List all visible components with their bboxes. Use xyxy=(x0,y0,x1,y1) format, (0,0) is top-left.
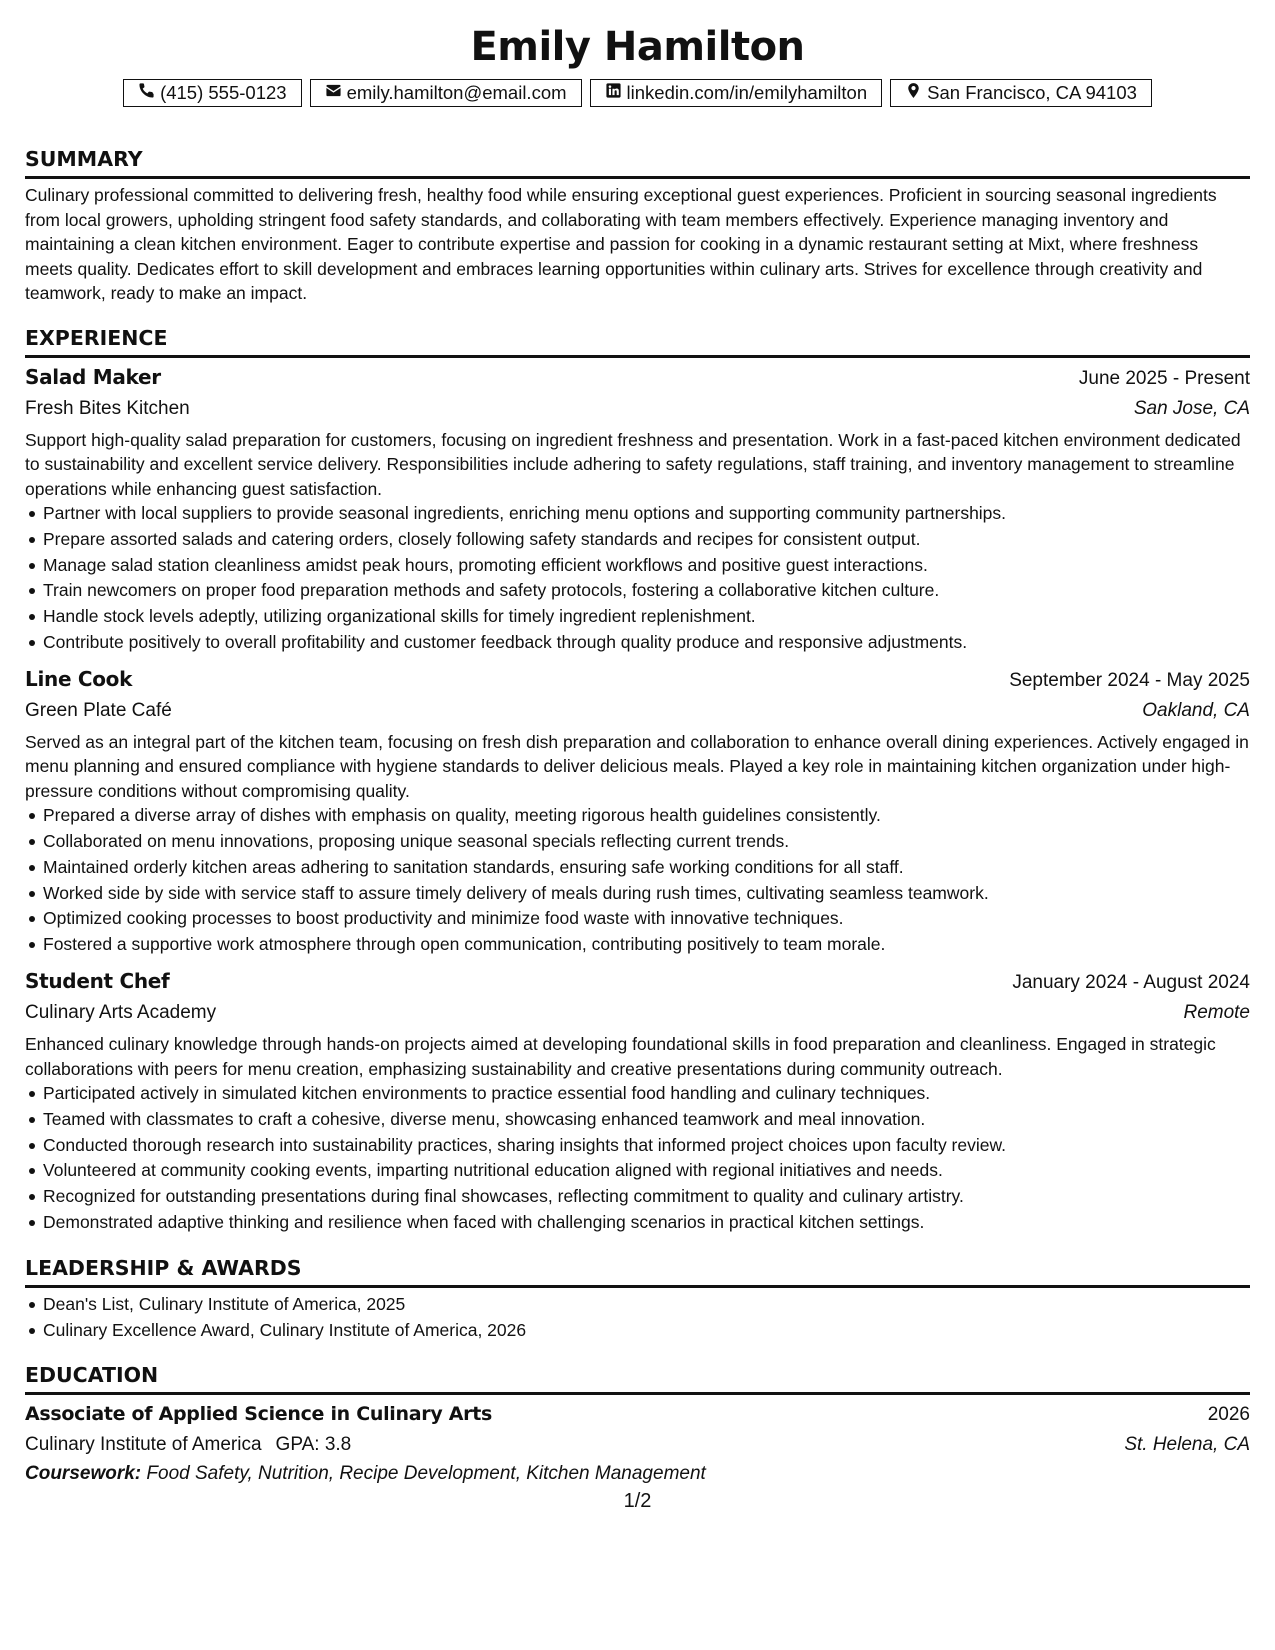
school-location: St. Helena, CA xyxy=(1124,1434,1250,1456)
job-location: Oakland, CA xyxy=(1142,699,1250,721)
bullet-item: Handle stock levels adeptly, utilizing organizational skills for timely ingredient replenishment. xyxy=(43,604,1250,630)
award-item: Culinary Excellence Award, Culinary Institute of America, 2026 xyxy=(43,1318,1250,1344)
summary-heading: SUMMARY xyxy=(25,145,1250,179)
candidate-name: Emily Hamilton xyxy=(470,24,805,70)
coursework xyxy=(25,1459,1250,1488)
bullet-item: Prepare assorted salads and catering orders, closely following safety standards and recipes for consistent output. xyxy=(43,527,1250,553)
contact-location xyxy=(890,79,1152,107)
phone-icon xyxy=(138,82,155,104)
job-dates: January 2024 - August 2024 xyxy=(1012,972,1250,994)
job-bullets xyxy=(25,501,1250,656)
bullet-item: Participated actively in simulated kitchen environments to practice essential food handling and culinary techniques. xyxy=(43,1081,1250,1107)
bullet-item: Fostered a supportive work atmosphere through open communication, contributing positively to team morale. xyxy=(43,932,1250,958)
job-entry xyxy=(25,362,1250,656)
bullet-item: Teamed with classmates to craft a cohesive, diverse menu, showcasing enhanced teamwork and meal innovation. xyxy=(43,1107,1250,1133)
job-dates: September 2024 - May 2025 xyxy=(1009,669,1250,691)
job-organization: Green Plate Café xyxy=(25,699,172,721)
job-organization: Culinary Arts Academy xyxy=(25,1002,217,1024)
envelope-icon xyxy=(325,82,342,104)
contact-linkedin-text: linkedin.com/in/emilyhamilton xyxy=(626,82,868,103)
award-item: Dean's List, Culinary Institute of America, 2025 xyxy=(43,1292,1250,1318)
job-description: Enhanced culinary knowledge through hands-on projects aimed at developing foundational skills in food preparation and cleanliness. Engaged in strategic collaborations with peers for menu creation, emphasizing sustainability and creative presentations during community outreach. xyxy=(25,1034,1216,1079)
job-bullets xyxy=(25,1081,1250,1236)
experience-list xyxy=(25,362,1250,1236)
bullet-item: Volunteered at community cooking events, imparting nutritional education aligned with regional initiatives and needs. xyxy=(43,1158,1250,1184)
bullet-item: Train newcomers on proper food preparation methods and safety protocols, fostering a collaborative kitchen culture. xyxy=(43,578,1250,604)
job-title: Student Chef xyxy=(25,969,170,994)
contact-phone[interactable] xyxy=(123,79,302,107)
coursework-label: Coursework: xyxy=(25,1463,142,1485)
job-description: Support high-quality salad preparation for customers, focusing on ingredient freshness and presentation. Work in a fast-paced kitchen environment dedicated to sustainability and excellent service delivery. Responsibilities include adhering to safety regulations, staff training, and inventory management to streamline operations while enhancing guest satisfaction. xyxy=(25,429,1241,499)
bullet-item: Worked side by side with service staff to assure timely delivery of meals during rush times, cultivating seamless teamwork. xyxy=(43,881,1250,907)
bullet-item: Recognized for outstanding presentations during final showcases, reflecting commitment to quality and culinary artistry. xyxy=(43,1184,1250,1210)
contact-location-text: San Francisco, CA 94103 xyxy=(927,82,1137,103)
linkedin-icon xyxy=(605,82,622,104)
job-location: Remote xyxy=(1183,1002,1250,1024)
summary-text: Culinary professional committed to delivering fresh, healthy food while ensuring exceptional guest experiences. Proficient in sourcing seasonal ingredients from local growers, upholding stringent food safety standards, and collaborating with team members effectively. Experience managing inventory and maintaining a clean kitchen environment. Eager to contribute expertise and passion for cooking in a dynamic restaurant setting at Mixt, where freshness meets quality. Dedicates effort to skill development and embraces learning opportunities within culinary arts. Strives for excellence through creativity and teamwork, ready to make an impact. xyxy=(25,185,1217,303)
bullet-item: Collaborated on menu innovations, proposing unique seasonal specials reflecting current trends. xyxy=(43,829,1250,855)
page-number: 1/2 xyxy=(623,1490,652,1512)
graduation-year: 2026 xyxy=(1207,1404,1250,1426)
awards-list xyxy=(25,1292,1250,1344)
education-entry xyxy=(25,1399,1250,1488)
contact-phone-text: (415) 555-0123 xyxy=(160,82,287,103)
job-entry xyxy=(25,966,1250,1236)
gpa: GPA: 3.8 xyxy=(275,1434,352,1456)
job-dates: June 2025 - Present xyxy=(1078,367,1250,389)
job-organization: Fresh Bites Kitchen xyxy=(25,397,190,419)
job-description: Served as an integral part of the kitchen team, focusing on fresh dish preparation and collaboration to enhance overall dining experiences. Actively engaged in menu planning and ensured compliance with hygiene standards to deliver delicious meals. Played a key role in maintaining kitchen organization under high-pressure conditions without compromising quality. xyxy=(25,731,1249,801)
job-location: San Jose, CA xyxy=(1133,397,1250,419)
bullet-item: Conducted thorough research into sustainability practices, sharing insights that informed project choices upon faculty review. xyxy=(43,1133,1250,1159)
bullet-item: Prepared a diverse array of dishes with emphasis on quality, meeting rigorous health guidelines consistently. xyxy=(43,803,1250,829)
education-heading: EDUCATION xyxy=(25,1361,1250,1395)
bullet-item: Partner with local suppliers to provide seasonal ingredients, enriching menu options and supporting community partnerships. xyxy=(43,501,1250,527)
experience-heading: EXPERIENCE xyxy=(25,324,1250,358)
contact-email-text: emily.hamilton@email.com xyxy=(346,82,567,103)
coursework-list: Food Safety, Nutrition, Recipe Development, Kitchen Management xyxy=(146,1463,706,1485)
bullet-item: Contribute positively to overall profitability and customer feedback through quality produce and responsive adjustments. xyxy=(43,630,1250,656)
job-title: Salad Maker xyxy=(25,364,161,389)
bullet-item: Maintained orderly kitchen areas adhering to sanitation standards, ensuring safe working conditions for all staff. xyxy=(43,855,1250,881)
map-pin-icon xyxy=(905,82,922,104)
job-bullets xyxy=(25,803,1250,958)
bullet-item: Demonstrated adaptive thinking and resilience when faced with challenging scenarios in practical kitchen settings. xyxy=(43,1210,1250,1236)
contact-linkedin[interactable] xyxy=(590,79,883,107)
school-name: Culinary Institute of America xyxy=(25,1434,262,1456)
job-title: Line Cook xyxy=(25,666,133,691)
bullet-item: Optimized cooking processes to boost productivity and minimize food waste with innovative techniques. xyxy=(43,906,1250,932)
contact-email[interactable] xyxy=(310,79,582,107)
job-entry xyxy=(25,664,1250,958)
degree-title: Associate of Applied Science in Culinary Arts xyxy=(25,1403,492,1426)
contact-bar xyxy=(25,79,1250,107)
bullet-item: Manage salad station cleanliness amidst peak hours, promoting efficient workflows and positive guest interactions. xyxy=(43,553,1250,579)
awards-heading: LEADERSHIP & AWARDS xyxy=(25,1254,1250,1288)
